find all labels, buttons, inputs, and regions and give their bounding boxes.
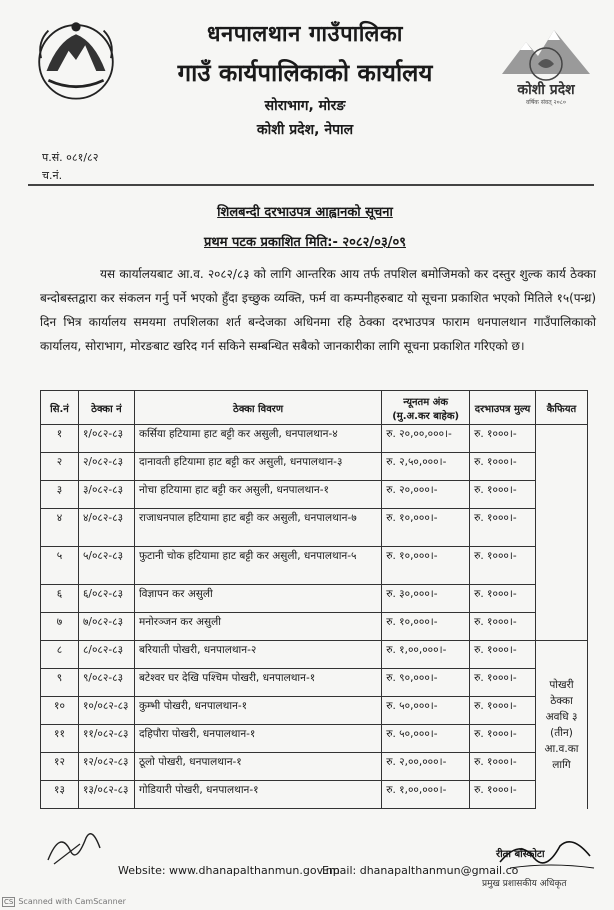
cell-serial: ९ [41,669,79,697]
table-row [41,425,588,453]
cell-form-price: रु. १०००।- [470,585,536,613]
table-row [41,481,588,509]
cell-description: बटेश्वर घर देखि पश्चिम पोखरी, धनपालथान-१ [134,669,381,697]
cell-minimum-amount: रु. २,५०,०००।- [382,453,470,481]
cell-description: दानावती हटियामा हाट बट्टी कर असुली, धनपालथान-३ [134,453,381,481]
cell-serial: २ [41,453,79,481]
cell-description: नोचा हटियामा हाट बट्टी कर असुली, धनपालथान-१ [134,481,381,509]
municipality-name: धनपालथान गाउँपालिका [206,22,404,47]
cell-minimum-amount: रु. २,००,०००।- [382,753,470,781]
cell-form-price: रु. १०००।- [470,613,536,641]
cell-contract-no: ४/०८२-८३ [78,509,134,547]
cell-description: कुम्भी पोखरी, धनपालथान-१ [134,697,381,725]
signer-name: रीता बाँस्कोटा [496,849,545,860]
cell-serial: ४ [41,509,79,547]
cell-serial: ११ [41,725,79,753]
cell-form-price: रु. १०००।- [470,725,536,753]
cell-minimum-amount: रु. ३०,०००।- [382,585,470,613]
cell-form-price: रु. १०००।- [470,509,536,547]
publication-date: प्रथम पटक प्रकाशित मिति:- २०८२/०३/०९ [204,235,406,250]
cell-description: कर्सिया हटियामा हाट बट्टी कर असुली, धनपालथान-४ [134,425,381,453]
cell-form-price: रु. १०००।- [470,697,536,725]
koshi-logo-text: कोशी प्रदेश [517,82,575,98]
cell-form-price: रु. १०००।- [470,641,536,669]
table-header-row [41,391,588,425]
cell-remarks-ponds: पोखरी ठेक्का अवधि ३ (तीन) आ.व.का लागि [536,641,588,809]
cell-minimum-amount: रु. १०,०००।- [382,613,470,641]
cell-description: गोडियारी पोखरी, धनपालथान-१ [134,781,381,809]
cell-serial: ८ [41,641,79,669]
col-form-price: दरभाउपत्र मुल्य [470,391,536,425]
cell-minimum-amount: रु. २०,००,०००।- [382,425,470,453]
website-text: Website: www.dhanapalthanmun.gov.np [118,864,340,877]
cell-minimum-amount: रु. २०,०००।- [382,481,470,509]
cell-serial: १३ [41,781,79,809]
cell-contract-no: ३/०८२-८३ [78,481,134,509]
cell-form-price: रु. १०००।- [470,453,536,481]
cell-minimum-amount: रु. १०,०००।- [382,509,470,547]
koshi-logo-subtext: वर्षिक संवत् २०८० [525,99,567,106]
col-contract-no: ठेक्का नं [78,391,134,425]
cell-description: ठूलो पोखरी, धनपालथान-१ [134,753,381,781]
cell-description: दहिपौरा पोखरी, धनपालथान-१ [134,725,381,753]
nepal-emblem-icon [30,14,122,106]
camscanner-icon: CS [4,897,14,906]
cell-form-price: रु. १०००।- [470,669,536,697]
initials-signature-icon [40,820,120,870]
office-name: गाउँ कार्यपालिकाको कार्यालय [177,59,433,87]
cell-contract-no: ९/०८२-८३ [78,669,134,697]
cell-minimum-amount: रु. ९०,०००।- [382,669,470,697]
cell-contract-no: ६/०८२-८३ [78,585,134,613]
col-minimum-amount: न्यूनतम अंक (मु.अ.कर बाहेक) [382,391,470,425]
cell-description: राजाधनपाल हटियामा हाट बट्टी कर असुली, धनपालथान-७ [134,509,381,547]
cell-description: मनोरञ्जन कर असुली [134,613,381,641]
email-text: Email: dhanapalthanmun@gmail.co [322,864,519,877]
cell-form-price: रु. १०००।- [470,425,536,453]
cell-form-price: रु. १०००।- [470,753,536,781]
col-remarks: कैफियत [536,391,588,425]
cell-minimum-amount: रु. १,००,०००।- [382,781,470,809]
cell-minimum-amount: रु. ५०,०००।- [382,725,470,753]
notice-body: यस कार्यालयबाट आ.व. २०८२/८३ को लागि आन्तरिक आय तर्फ तपशिल बमोजिमको कर दस्तुर शुल्क कार्य ठेक्का बन्दोबस्तद्वारा कर संकलन गर्नु पर्ने भएको हुँदा इच्छुक व्यक्ति, फर्म वा कम्पनीहरुबाट यो सूचना प्रकाशित भएको मितिले १५(पन्ध्र) दिन भित्र कार्यालय समयमा तपशिलका शर्त बन्देजका अधिनमा रहि ठेक्का दरभाउपत्र फाराम धनपालथान गाउँपालिकाको कार्यालय, सोराभाग, मोरङबाट खरिद गर्न सकिने सम्बन्धित सबैको जानकारीका लागि सूचना प्रकाशित गरिएको छ। [40,267,596,353]
cell-contract-no: २/०८२-८३ [78,453,134,481]
office-location: सोराभाग, मोरङ [264,98,346,114]
table-row [41,669,588,697]
cell-minimum-amount: रु. १०,०००।- [382,547,470,585]
cell-description: फुटानी चोक हटियामा हाट बट्टी कर असुली, धनपालथान-५ [134,547,381,585]
table-row [41,509,588,547]
cell-serial: ६ [41,585,79,613]
table-row [41,725,588,753]
table-body [41,425,588,809]
col-serial: सि.नं [41,391,79,425]
cell-description: विज्ञापन कर असुली [134,585,381,613]
notice-title: शिलबन्दी दरभाउपत्र आह्वानको सूचना [217,205,393,220]
cell-form-price: रु. १०००।- [470,547,536,585]
tender-table [40,390,588,809]
cell-serial: १ [41,425,79,453]
cell-serial: ३ [41,481,79,509]
province-country: कोशी प्रदेश, नेपाल [256,122,354,138]
cell-serial: ७ [41,613,79,641]
table-row [41,613,588,641]
cell-contract-no: ५/०८२-८३ [78,547,134,585]
cell-serial: १२ [41,753,79,781]
table-row [41,453,588,481]
reference-number: प.सं. ०८१/८२ [42,151,99,164]
cell-serial: ५ [41,547,79,585]
cell-minimum-amount: रु. १,००,०००।- [382,641,470,669]
cell-serial: १० [41,697,79,725]
camscanner-text: Scanned with CamScanner [18,897,126,906]
header-divider [28,184,594,186]
cell-remarks [536,425,588,641]
cell-form-price: रु. १०००।- [470,781,536,809]
table-row [41,547,588,585]
col-description: ठेक्का विवरण [134,391,381,425]
table-row [41,753,588,781]
signer-title: प्रमुख प्रशासकीय अधिकृत [482,879,567,889]
cell-contract-no: १०/०८२-८३ [78,697,134,725]
cell-contract-no: १३/०८२-८३ [78,781,134,809]
cell-contract-no: ८/०८२-८३ [78,641,134,669]
cell-form-price: रु. १०००।- [470,481,536,509]
table-row [41,641,588,669]
cell-contract-no: ७/०८२-८३ [78,613,134,641]
cell-contract-no: ११/०८२-८३ [78,725,134,753]
cell-contract-no: १२/०८२-८३ [78,753,134,781]
table-row [41,781,588,809]
table-row [41,697,588,725]
cell-description: बरियाती पोखरी, धनपालथान-२ [134,641,381,669]
cell-contract-no: १/०८२-८३ [78,425,134,453]
cell-minimum-amount: रु. ५०,०००।- [382,697,470,725]
camscanner-watermark [0,893,126,910]
table-row [41,585,588,613]
dispatch-number: च.नं. [42,169,63,182]
